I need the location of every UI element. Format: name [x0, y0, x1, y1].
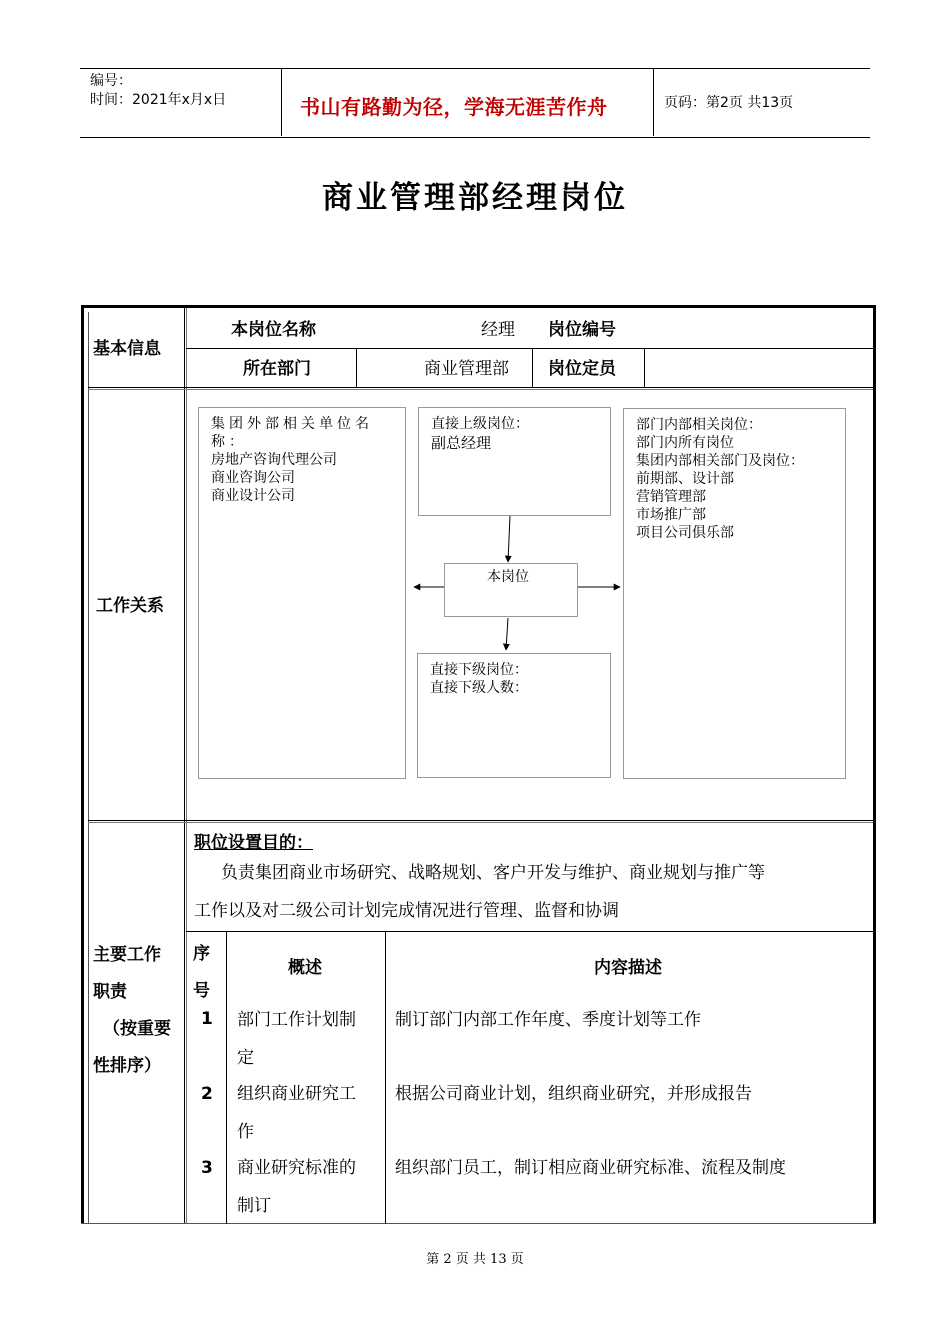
- row-seq: 2: [201, 1084, 213, 1104]
- document-title: 商业管理部经理岗位: [322, 180, 628, 216]
- motto: 书山有路勤为径，学海无涯苦作舟: [300, 95, 608, 119]
- internal-line: 营销管理部: [636, 489, 706, 505]
- department-label: 所在部门: [243, 359, 311, 379]
- position-code-label: 岗位编号: [548, 320, 616, 340]
- superior-title: 直接上级岗位：: [431, 416, 529, 432]
- form-border-left: [81, 305, 84, 1224]
- row-desc: 组织部门员工，制订相应商业研究标准、流程及制度: [395, 1158, 786, 1178]
- row-line: [88, 389, 873, 390]
- department-value: 商业管理部: [424, 359, 509, 379]
- row-line: [88, 820, 873, 821]
- basic-info-label: 基本信息: [93, 339, 161, 359]
- internal-line: 项目公司俱乐部: [636, 525, 734, 541]
- external-units-title: 集团外部相关单位名称：: [211, 416, 373, 450]
- row-seq: 3: [201, 1158, 213, 1178]
- row-line: [88, 822, 873, 823]
- row-summary: [237, 1001, 356, 1077]
- row-summary-line: 商业研究标准的: [237, 1158, 356, 1178]
- position-name-label: 本岗位名称: [231, 320, 316, 340]
- cell-divider: [532, 348, 533, 388]
- col-summary-header: 概述: [288, 958, 322, 978]
- duties-label-line: 主要工作: [93, 945, 161, 965]
- external-unit: 商业设计公司: [211, 488, 295, 504]
- internal-line: 集团内部相关部门及岗位：: [636, 453, 804, 469]
- row-line: [186, 348, 873, 349]
- col-desc-header: 内容描述: [594, 958, 662, 978]
- form-border-right: [873, 305, 876, 1224]
- arrow-down-icon: [508, 516, 510, 562]
- external-units-box: [198, 407, 406, 779]
- external-unit: 房地产咨询代理公司: [211, 452, 337, 468]
- col-seq-header-line: 号: [193, 981, 210, 1001]
- this-position-label: 本岗位: [487, 569, 529, 585]
- superior-box: [418, 407, 611, 516]
- subordinate-count: 直接下级人数：: [430, 680, 528, 696]
- internal-line: 市场推广部: [636, 507, 706, 523]
- header-divider: [653, 68, 654, 136]
- row-summary: [237, 1149, 356, 1225]
- cell-divider: [226, 931, 227, 1224]
- row-seq: 1: [201, 1009, 213, 1029]
- number-label: 编号：: [90, 73, 132, 89]
- purpose-line: 工作以及对二级公司计划完成情况进行管理、监督和协调: [194, 901, 619, 921]
- time-label: 时间：2021年x月x日: [90, 92, 227, 108]
- page-info: 页码：第2页 共13页: [664, 95, 794, 111]
- cell-divider: [644, 348, 645, 388]
- cell-divider: [356, 348, 357, 388]
- row-desc: 根据公司商业计划，组织商业研究，并形成报告: [395, 1084, 752, 1104]
- subordinate-box: [417, 653, 611, 778]
- superior-value: 副总经理: [431, 434, 492, 452]
- duties-label: [93, 937, 171, 1085]
- external-unit: 商业咨询公司: [211, 470, 295, 486]
- internal-relations-box: [623, 408, 846, 779]
- internal-line: 部门内所有岗位: [636, 435, 734, 451]
- col-seq-header-line: 序: [193, 944, 210, 964]
- work-relations-label: 工作关系: [96, 596, 164, 616]
- page-footer: 第 2 页 共 13 页: [426, 1252, 524, 1267]
- arrow-down-icon: [506, 618, 508, 650]
- cell-divider: [385, 931, 386, 1224]
- form-border-top: [81, 305, 876, 308]
- purpose-title: 职位设置目的：: [194, 833, 313, 853]
- row-desc: 制订部门内部工作年度、季度计划等工作: [395, 1010, 701, 1030]
- form-inner-border: [88, 312, 89, 1224]
- internal-line: 前期部、设计部: [636, 471, 734, 487]
- label-column-divider: [186, 308, 187, 1224]
- col-seq-header: [193, 936, 210, 1010]
- form-border-bottom: [81, 1223, 876, 1224]
- row-summary-line: 组织商业研究工: [237, 1084, 356, 1104]
- position-name-value: 经理: [481, 320, 515, 340]
- row-summary-line: 作: [237, 1122, 254, 1142]
- label-column-divider: [184, 308, 185, 1224]
- subordinate-title: 直接下级岗位：: [430, 662, 528, 678]
- duties-label-line: 性排序）: [93, 1056, 161, 1076]
- header-divider: [281, 68, 282, 136]
- row-summary: [237, 1075, 356, 1151]
- internal-line: 部门内部相关岗位：: [636, 417, 762, 433]
- row-summary-line: 制订: [237, 1196, 271, 1216]
- row-line: [186, 931, 873, 932]
- row-summary-line: 定: [237, 1048, 254, 1068]
- duties-label-line: 职责: [93, 982, 127, 1002]
- purpose-line: 负责集团商业市场研究、战略规划、客户开发与维护、商业规划与推广等: [221, 863, 765, 883]
- relation-arrows: [400, 510, 640, 660]
- duties-label-line: （按重要: [103, 1019, 171, 1039]
- row-line: [88, 387, 873, 388]
- headcount-label: 岗位定员: [548, 359, 616, 379]
- row-summary-line: 部门工作计划制: [237, 1010, 356, 1030]
